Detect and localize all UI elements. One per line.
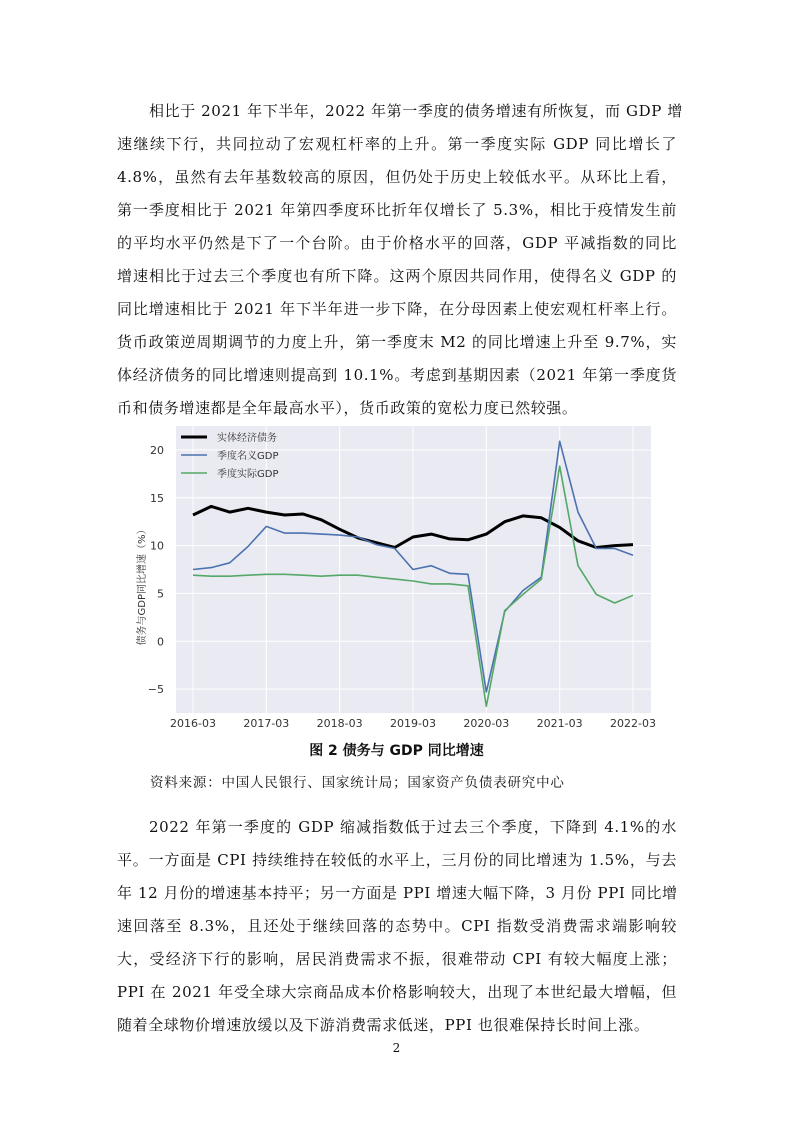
source-note: 资料来源：中国人民银行、国家统计局；国家资产负债表研究中心 (150, 775, 565, 791)
x-tick-label: 2017-03 (243, 717, 290, 730)
text-line: 币和债务增速都是全年最高水平），货币政策的宽松力度已然较强。 (117, 399, 578, 417)
text-line: 年 12 月份的增速基本持平；另一方面是 PPI 增速大幅下降，3 月份 PPI 同比增 (117, 884, 678, 902)
debt-gdp-growth-chart (118, 418, 658, 736)
legend-label: 季度名义GDP (217, 451, 279, 462)
paragraph-2 (117, 811, 677, 1042)
y-tick-label: 0 (157, 635, 164, 649)
y-tick-label: 10 (150, 539, 164, 553)
text-line: 同比增速相比于 2021 年下半年进一步下降，在分母因素上使宏观杠杆率上行。 (117, 300, 677, 318)
legend-label: 季度实际GDP (217, 469, 279, 480)
y-tick-label: −5 (147, 683, 164, 697)
x-tick-label: 2021-03 (536, 717, 583, 730)
legend-label: 实体经济债务 (217, 433, 277, 444)
legend (181, 431, 278, 480)
text-line: 货币政策逆周期调节的力度上升，第一季度末 M2 的同比增速上升至 9.7%，实 (117, 333, 677, 351)
text-line: 平。一方面是 CPI 持续维持在较低的水平上，三月份的同比增速为 1.5%，与去 (117, 851, 677, 869)
y-axis-label: 债务与GDP同比增速（%） (137, 524, 148, 646)
text-line: 随着全球物价增速放缓以及下游消费需求低迷，PPI 也很难保持长时间上涨。 (117, 1016, 650, 1034)
text-line: 的平均水平仍然是下了一个台阶。由于价格水平的回落，GDP 平减指数的同比 (117, 234, 677, 252)
text-line: 第一季度相比于 2021 年第四季度环比折年仅增长了 5.3%，相比于疫情发生前 (117, 201, 677, 219)
y-tick-label: 15 (150, 491, 164, 505)
x-tick-label: 2019-03 (390, 717, 436, 730)
text-line: 增速相比于过去三个季度也有所下降。这两个原因共同作用，使得名义 GDP 的 (117, 267, 677, 285)
text-line: 速回落至 8.3%，且还处于继续回落的态势中。CPI 指数受消费需求端影响较 (117, 917, 677, 935)
text-line: 速继续下行，共同拉动了宏观杠杆率的上升。第一季度实际 GDP 同比增长了 (117, 135, 677, 153)
y-tick-label: 5 (157, 587, 164, 601)
figure-caption: 图 2 债务与 GDP 同比增速 (309, 743, 484, 759)
text-line: 相比于 2021 年下半年，2022 年第一季度的债务增速有所恢复，而 GDP 增 (149, 102, 683, 120)
text-line: 2022 年第一季度的 GDP 缩减指数低于过去三个季度，下降到 4.1%的水 (149, 818, 677, 836)
text-line: PPI 在 2021 年受全球大宗商品成本价格影响较大，出现了本世纪最大增幅，但 (117, 983, 677, 1001)
x-tick-label: 2018-03 (316, 717, 363, 730)
page-number: 2 (392, 1041, 401, 1055)
x-tick-label: 2016-03 (170, 717, 216, 730)
paragraph-1 (117, 95, 683, 425)
text-line: 4.8%，虽然有去年基数较高的原因，但仍处于历史上较低水平。从环比上看， (117, 168, 677, 186)
x-tick-label: 2020-03 (463, 717, 510, 730)
x-tick-label: 2022-03 (610, 717, 656, 730)
text-line: 体经济债务的同比增速则提高到 10.1%。考虑到基期因素（2021 年第一季度货 (117, 366, 677, 384)
text-line: 大，受经济下行的影响，居民消费需求不振，很难带动 CPI 有较大幅度上涨； (117, 950, 677, 968)
y-tick-label: 20 (150, 443, 164, 457)
